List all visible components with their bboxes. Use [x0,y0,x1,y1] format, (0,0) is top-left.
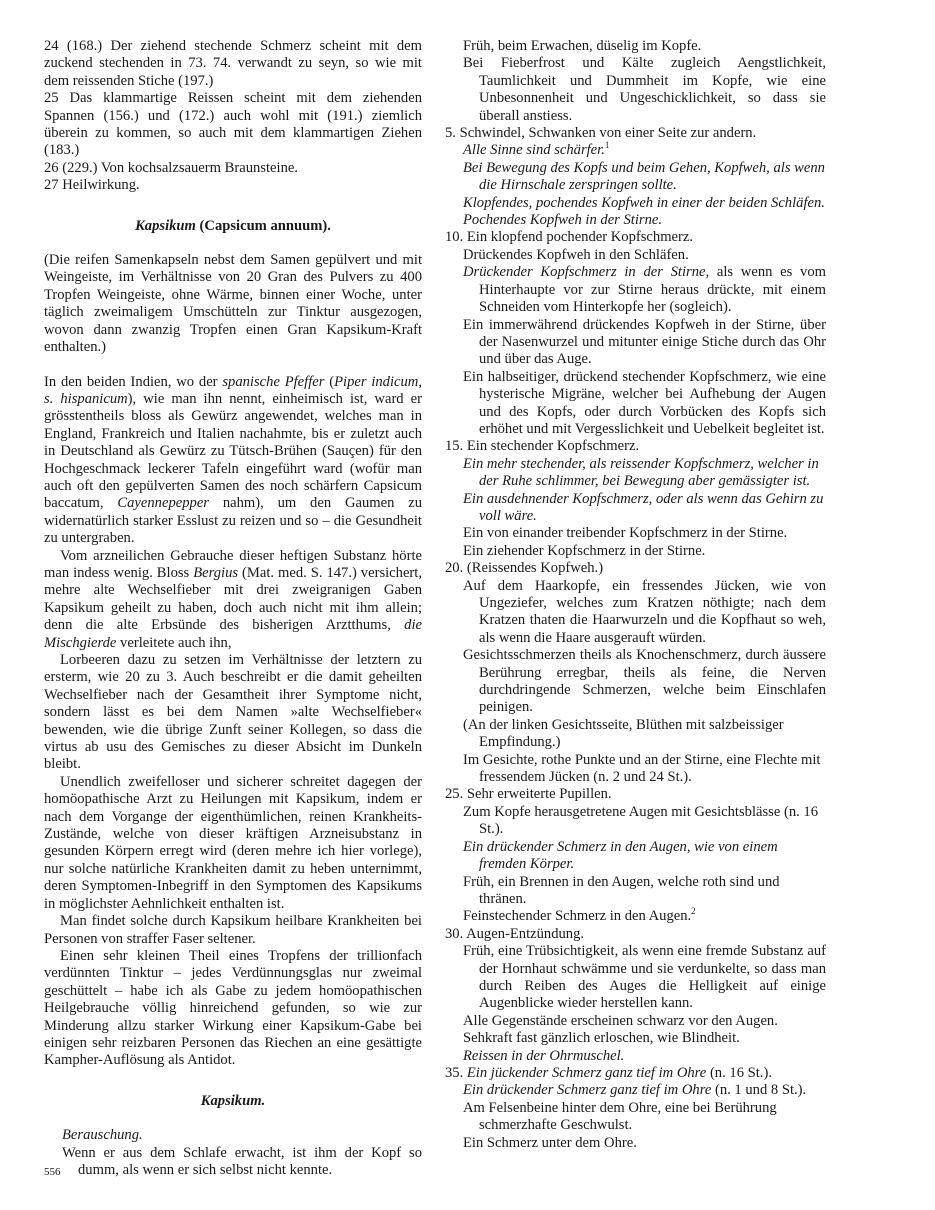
intro-paragraph-3: Lorbeeren dazu zu setzen im Verhältnisse der letztern zu ersterm, wie 20 zu 3. Auch beschreibt er die damit geheilten Wechselfieber nach der Gesamtheit ihrer Symptome nicht, sondern lässt es bei dem Namen »alte Wechselfieber« bewenden, wie die übrige Zunft seiner Kollegen, so dass die virtus ab usu des Gemisches zu dieser Absicht im Dunkeln bleibt. [44,652,422,773]
numbered-entry: 30. Augen-Entzündung. [445,925,585,942]
text: (n. 16 St.). [706,1064,772,1081]
text: nahm), um den Gaumen zu widernatürlich starker Esslust zu reizen und so – die Gesundheit zu untergraben. [44,495,422,547]
section-heading-capsicum [44,218,422,235]
intro-paragraph-2 [44,548,422,652]
italic-term: Ein ausdehnender Kopfschmerz, oder als wenn das Gehirn zu voll wäre. [463,490,824,524]
symptom-entry [445,195,826,212]
symptom-entry [445,264,826,316]
text: verleitete auch ihn, [116,634,232,651]
symptom-entry: Sehkraft fast gänzlich erloschen, wie Blindheit. [463,1030,740,1047]
italic-term: Reissen in der Ohrmuschel. [463,1047,625,1064]
numbered-entry: 15. Ein stechender Kopfschmerz. [445,438,640,455]
symptom-entry [445,908,826,925]
italic-term: Drückender Kopfschmerz in der Stirne, [463,264,710,281]
page-number: 556 [44,1166,61,1178]
symptom-entry [445,456,826,491]
intro-paragraph-5: Man findet solche durch Kapsikum heilbare Krankheiten bei Personen von straffer Faser seltener. [44,913,422,947]
italic-term: die Mischgierde [44,617,422,651]
italic-term: Pochendes Kopfweh in der Stirne. [463,212,663,229]
italic-term: spanische Pfeffer [222,373,325,390]
section-label [44,1127,422,1144]
symptom-entry [445,1048,826,1065]
numbered-entry: 5. Schwindel, Schwanken von einer Seite zur andern. [445,125,757,142]
symptom-entry: Früh, ein Brennen in den Augen, welche roth sind und thränen. [463,873,780,907]
left-column [44,38,422,1179]
right-column [445,38,826,1152]
text: (Mat. med. S. 147.) versichert, mehre alte Wechselfieber mit drei zweigranigen Gaben Kapsikum geheilt zu haben, doch auch nicht mit ihm allein; denn die alte Erbsünde des bisherigen Arztthums, [44,564,422,634]
italic-term: Ein mehr stechender, als reissender Kopfschmerz, welcher in der Ruhe schlimmer, bei Bewegung aber gemässigter ist. [463,455,819,490]
symptom-entry: Drückendes Kopfweh in den Schläfen. [463,246,689,263]
symptom-entry: Zum Kopfe herausgetretene Augen mit Gesichtsblässe (n. 16 St.). [463,803,819,838]
italic-term: Bergius [193,564,239,581]
text: ( [324,373,335,390]
text: (n. 1 und 8 St.). [711,1082,807,1099]
italic-term: Bei Bewegung des Kopfs und beim Gehen, Kopfweh, als wenn die Hirnschale zerspringen sollte. [463,159,825,194]
italic-term: Berauschung. [62,1127,143,1144]
symptom-entry: Früh, eine Trübsichtigkeit, als wenn eine fremde Substanz auf der Hornhaut schwämme und sie verdunkelte, so dass man durch Reiben des Auges die Helligkeit auf einige Augenblicke wieder herstellen kann. [463,943,826,1012]
intro-paragraph-1 [44,374,422,548]
heading-italic: Kapsikum. [200,1092,266,1109]
numbered-entry: 10. Ein klopfend pochender Kopfschmerz. [445,229,694,246]
symptom-entry: Wenn er aus dem Schlafe erwacht, ist ihm der Kopf so dumm, als wenn er sich selbst nicht kennte. [62,1144,422,1178]
italic-term: Piper indicum, s. hispanicum [44,373,422,407]
symptom-entry: Auf dem Haarkopfe, ein fressendes Jücken, wie von Ungeziefer, welches zum Kratzen nöthigte; nach dem Kratzen thaten die Haarwurzeln und die Kopfhaut so weh, als wenn die Haare ausgerauft würden. [463,577,826,646]
text: In den beiden Indien, wo der [44,373,223,390]
symptom-entry: Gesichtsschmerzen theils als Knochenschmerz, durch äussere Berührung erregbar, theils als feine, die Nerven durchdringende Schmerzen, welche beim Einschlafen peinigen. [463,647,826,716]
symptom-entry: Ein immerwährend drückendes Kopfweh in der Stirne, über der Nasenwurzel und mitunter einige Stiche durch das Ohr und über das Auge. [463,316,826,368]
symptom-entry: (An der linken Gesichtsseite, Blüthen mit salzbeissiger Empfindung.) [463,716,784,751]
italic-term: Alle Sinne sind schärfer. [463,142,605,159]
heading-italic: Kapsikum [135,217,196,234]
italic-term: Ein drückender Schmerz ganz tief im Ohre [463,1082,712,1099]
symptom-entry [445,1082,826,1099]
preparation-note: (Die reifen Samenkapseln nebst dem Samen gepülvert und mit Weingeiste, im Verhältnisse von 20 Gran des Pulvers zu 400 Tropfen Weingeiste, ohne Wärme, binnen einer Woche, unter täglich zweimaligem Umschütteln zur Tinktur ausgezogen, wovon dann zwanzig Tropfen einen Gran Kapsikum-Kraft enthalten.) [44,252,422,356]
symptom-entry: Ein ziehender Kopfschmerz in der Stirne. [463,542,706,559]
numbered-entry: 25. Sehr erweiterte Pupillen. [445,786,612,803]
numbered-entry [445,1065,826,1082]
footnote-25: 25 Das klammartige Reissen scheint mit dem ziehenden Spannen (156.) und (172.) auch wohl mit (191.) ziemlich überein zu kommen, so auch mit dem klammartigen Ziehen (183.) [44,90,422,159]
symptom-entry [445,839,826,874]
italic-term: Klopfendes, pochendes Kopfweh in einer der beiden Schläfen. [463,194,825,211]
symptom-entry: Bei Fieberfrost und Kälte zugleich Aengstlichkeit, Taumlichkeit und Dummheit im Kopfe, wie eine Unbesonnenheit und Ungeschicklichkeit, so dass sie überall anstiess. [463,55,826,124]
heading-rest: (Capsicum annuum). [195,217,331,234]
entry-number: 35. [445,1064,467,1081]
symptom-entry [445,142,826,159]
footnote-ref: 2 [691,906,696,917]
symptom-entry: Im Gesichte, rothe Punkte und an der Stirne, eine Flechte mit fressendem Jücken (n. 2 und 24 St.). [463,751,821,786]
text: ), wie man ihn nennt, einheimisch ist, ward er grösstentheils bloss als Gewürz angewendet, welches man in England, Frankreich und Italien nachahmte, bis er zuletzt auch in Deutschland als Gewürz zu Tütsch-Brühen (Sauçen) für den Hochgeschmack leckerer Tafeln eingeführt ward (wofür man auch oft den gepülverten Samen des noch schärfern Capsicum baccatum, [44,390,422,512]
text: als wenn es vom Hinterhaupte vor zur Stirne heraus drückte, mit einem Schneiden vom Hinterkopfe her (sogleich). [479,264,826,316]
text: Feinstechender Schmerz in den Augen. [463,908,692,925]
footnote-24: 24 (168.) Der ziehend stechende Schmerz scheint mit dem zuckend stechenden in 73. 74. verwandt zu seyn, so wie mit dem reissenden Stiche (197.) [44,38,422,89]
footnote-27: 27 Heilwirkung. [44,177,140,194]
italic-term: Cayennepepper [117,495,209,512]
symptom-entry: Ein Schmerz unter dem Ohre. [463,1134,637,1151]
numbered-entry: 20. (Reissendes Kopfweh.) [445,560,604,577]
intro-paragraph-4: Unendlich zweifelloser und sicherer schreitet dagegen der homöopathische Arzt zu Heilungen mit Kapsikum, indem er nach dem Vorgange der eigenthümlichen, reinen Krankheits-Zustände, welche von dieser kräftigen Arzneisubstanz in gesunden Körpern erregt wird (deren mehre ich hier vorlege), nur solche natürliche Krankheiten damit zu heben unternimmt, deren Symptomen-Inbegriff in den Symptomen des Kapsikums in möglichster Aehnlichkeit enthalten ist. [44,773,422,912]
footnote-ref: 1 [604,140,610,151]
symptom-entry: Früh, beim Erwachen, düselig im Kopfe. [463,38,702,54]
symptom-entry [445,212,826,229]
symptom-entry: Am Felsenbeine hinter dem Ohre, eine bei Berührung schmerzhafte Geschwulst. [463,1099,777,1134]
section-heading-kapsikum [44,1093,422,1110]
symptom-entry [445,491,826,526]
text: Vom arzneilichen Gebrauche dieser heftigen Substanz hörte man indess wenig. Bloss [44,547,422,581]
symptom-entry: Ein von einander treibender Kopfschmerz in der Stirne. [463,525,788,542]
italic-term: Ein jückender Schmerz ganz tief im Ohre [466,1064,707,1081]
italic-term: Ein drückender Schmerz in den Augen, wie von einem fremden Körper. [463,838,778,873]
symptom-entry: Alle Gegenstände erscheinen schwarz vor den Augen. [463,1012,778,1029]
footnote-26: 26 (229.) Von kochsalzsauerm Braunsteine. [44,159,298,176]
symptom-entry [445,160,826,195]
symptom-entry: Ein halbseitiger, drückend stechender Kopfschmerz, wie eine hysterische Migräne, welcher bei Aufhebung der Augen und des Kopfs, oder durch Vorbücken des Kopfs sich erhöhet und mit Vergesslichkeit und Uebelkeit begleitet ist. [463,368,826,437]
intro-paragraph-6: Einen sehr kleinen Theil eines Tropfens der trillionfach verdünnten Tinktur – jedes Verdünnungsglas nur zweimal geschüttelt – habe ich als Gabe zu jedem homöopathischen Heilgebrauche völlig hinreichend gefunden, so wie zur Minderung allzu starker Wirkung einer Kapsikum-Gabe bei einigen sehr reizbaren Personen das Riechen an eine gesättigte Kampher-Auflösung als Antidot. [44,947,422,1069]
